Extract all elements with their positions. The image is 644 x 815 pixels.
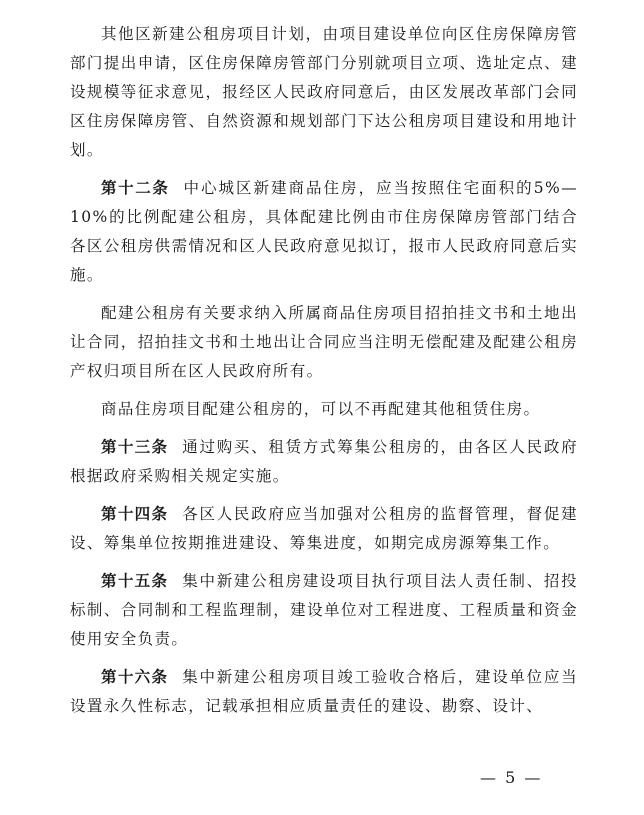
article-14 [70, 500, 578, 558]
paragraph-text: 集中新建公租房项目竣工验收合格后，建设单位应当设置永久性标志，记载承担相应质量责任的建设、勘察、设计、 [70, 668, 578, 715]
article-number: 第十三条 [101, 438, 169, 456]
paragraph-text: 各区人民政府应当加强对公租房的监督管理，督促建设、筹集单位按期推进建设、筹集进度，如期完成房源筹集工作。 [70, 505, 578, 552]
article-number: 第十六条 [101, 668, 169, 686]
paragraph-text: 中心城区新建商品住房，应当按照住宅面积的5%—10%的比例配建公租房，具体配建比例由市住房保障房管部门结合各区公租房供需情况和区人民政府意见拟订，报市人民政府同意后实施。 [70, 179, 578, 284]
article-16 [70, 663, 578, 721]
article-15 [70, 567, 578, 654]
article-number: 第十四条 [101, 505, 169, 523]
article-number: 第十二条 [101, 179, 170, 197]
paragraph-text: 配建公租房有关要求纳入所属商品住房项目招拍挂文书和土地出让合同，招拍挂文书和土地出让合同应当注明无偿配建及配建公租房产权归项目所在区人民政府所有。 [70, 304, 578, 380]
article-12 [70, 174, 578, 290]
page-number: — 5 — [480, 768, 543, 787]
article-number: 第十五条 [101, 572, 169, 590]
paragraph-continuation [70, 20, 578, 165]
article-13 [70, 433, 578, 491]
paragraph-text: 商品住房项目配建公租房的，可以不再配建其他租赁住房。 [101, 400, 541, 418]
document-body [70, 20, 578, 730]
paragraph-text: 集中新建公租房建设项目执行项目法人责任制、招投标制、合同制和工程监理制，建设单位对工程进度、工程质量和资金使用安全负责。 [70, 572, 578, 648]
paragraph-text: 其他区新建公租房项目计划，由项目建设单位向区住房保障房管部门提出申请，区住房保障房管部门分别就项目立项、选址定点、建设规模等征求意见，报经区人民政府同意后，由区发展改革部门会同区住房保障房管、自然资源和规划部门下达公租房项目建设和用地计划。 [70, 25, 578, 159]
paragraph-no-other-rental [70, 395, 578, 424]
paragraph-text: 通过购买、租赁方式筹集公租房的，由各区人民政府根据政府采购相关规定实施。 [70, 438, 578, 485]
paragraph-allocation-requirements [70, 299, 578, 386]
